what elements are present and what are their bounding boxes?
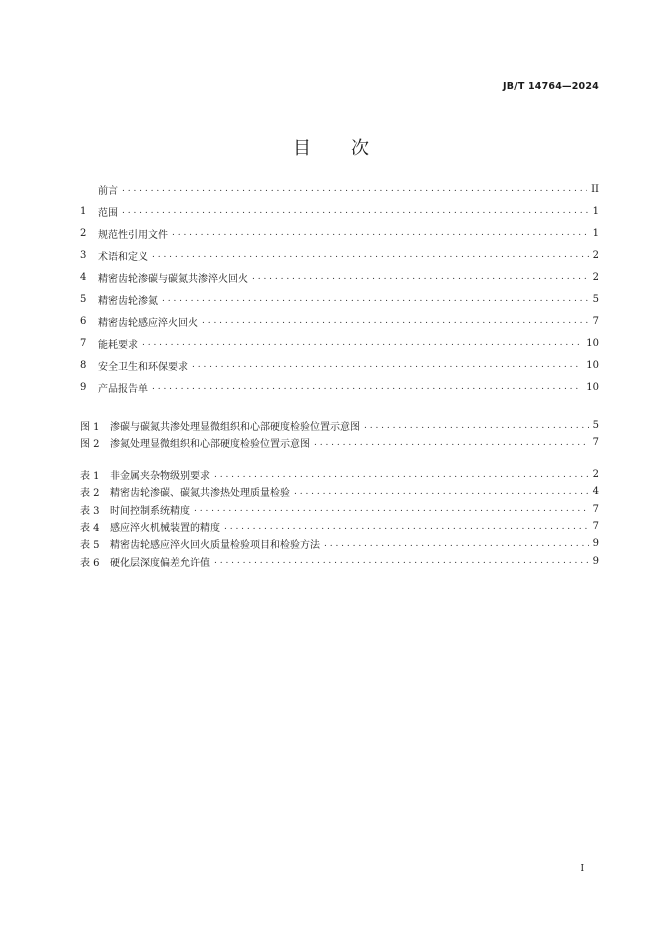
toc-entry-label: 安全卫生和环保要求 <box>98 361 188 373</box>
toc-entry-label: 硬化层深度偏差允许值 <box>110 557 210 569</box>
toc-entry-page: 9 <box>592 538 599 550</box>
toc-leader-dots <box>314 438 589 448</box>
toc-entry-number: 表 2 <box>80 488 100 500</box>
toc-entry[interactable] <box>80 483 599 500</box>
toc-entry-number: 图 1 <box>80 422 100 434</box>
toc-entry-page: 10 <box>586 359 599 371</box>
toc-entry-number: 4 <box>80 271 87 283</box>
toc-entry-number: 3 <box>80 249 87 261</box>
toc-entry-number: 7 <box>80 337 87 349</box>
toc-leader-dots <box>324 539 589 549</box>
toc-leader-dots <box>202 316 589 326</box>
toc-entry-page: 9 <box>592 555 599 567</box>
toc-entry-label: 规范性引用文件 <box>98 229 168 241</box>
toc-leader-dots <box>364 421 589 431</box>
toc-entry-page: 7 <box>592 315 599 327</box>
toc-leader-dots <box>152 382 582 392</box>
toc-entry-label: 渗碳与碳氮共渗处理显微组织和心部硬度检验位置示意图 <box>110 422 360 434</box>
toc-entry-page: II <box>591 183 599 195</box>
toc-entry-page: 2 <box>592 271 599 283</box>
toc-entry-label: 渗氮处理显微组织和心部硬度检验位置示意图 <box>110 439 310 451</box>
toc-entry[interactable] <box>80 222 599 244</box>
toc-entry-page: 5 <box>592 293 599 305</box>
toc-entry[interactable] <box>80 434 599 451</box>
toc-entry-page: 1 <box>592 227 599 239</box>
toc-entry[interactable] <box>80 501 599 518</box>
toc-entry-page: 7 <box>592 437 599 449</box>
toc-entry[interactable] <box>80 310 599 332</box>
toc-entry[interactable] <box>80 266 599 288</box>
toc-entry-page: 2 <box>592 249 599 261</box>
toc-entry-label: 感应淬火机械装置的精度 <box>110 523 220 535</box>
toc-entry-label: 范围 <box>98 207 118 219</box>
toc-entry-number: 表 1 <box>80 471 100 483</box>
toc-entry[interactable] <box>80 518 599 535</box>
toc-entry-label: 精密齿轮感应淬火回火质量检验项目和检验方法 <box>110 540 320 552</box>
toc-entry-label: 术语和定义 <box>98 251 148 263</box>
toc-entry-label: 精密齿轮渗碳、碳氮共渗热处理质量检验 <box>110 488 290 500</box>
toc-leader-dots <box>122 184 587 194</box>
toc-leader-dots <box>142 338 582 348</box>
toc-entry-number: 图 2 <box>80 439 100 451</box>
toc-entry[interactable] <box>80 354 599 376</box>
page-number: I <box>580 864 584 874</box>
toc-leader-dots <box>214 556 589 566</box>
toc-leader-dots <box>252 272 589 282</box>
toc-entry-page: 5 <box>592 420 599 432</box>
toc-entry-page: 10 <box>586 381 599 393</box>
toc-entry-page: 7 <box>592 521 599 533</box>
toc-leader-dots <box>194 504 589 514</box>
toc-entry[interactable] <box>80 200 599 222</box>
toc-leader-dots <box>192 360 582 370</box>
toc-sections <box>80 178 599 398</box>
toc-entry-number: 表 3 <box>80 505 100 517</box>
toc-entry[interactable] <box>80 466 599 483</box>
toc-entry[interactable] <box>80 178 599 200</box>
toc-leader-dots <box>152 250 589 260</box>
toc-entry[interactable] <box>80 535 599 552</box>
toc-entry-number: 表 6 <box>80 557 100 569</box>
toc-entry[interactable] <box>80 417 599 434</box>
toc-figures <box>80 417 599 452</box>
toc-tables <box>80 466 599 570</box>
toc-entry-label: 非金属夹杂物级别要求 <box>110 471 210 483</box>
toc-leader-dots <box>294 487 589 497</box>
toc-leader-dots <box>172 228 589 238</box>
toc-entry-page: 7 <box>592 503 599 515</box>
toc-entry[interactable] <box>80 288 599 310</box>
toc-leader-dots <box>162 294 589 304</box>
toc-entry-number: 1 <box>80 205 87 217</box>
toc-entry-page: 1 <box>592 205 599 217</box>
title-char-1: 目 <box>293 138 311 159</box>
toc-entry-number: 2 <box>80 227 87 239</box>
toc-entry-label: 精密齿轮渗氮 <box>98 295 158 307</box>
toc-entry-label: 时间控制系统精度 <box>110 505 190 517</box>
toc-entry-number: 9 <box>80 381 87 393</box>
toc-entry-number: 8 <box>80 359 87 371</box>
toc-entry[interactable] <box>80 244 599 266</box>
toc-leader-dots <box>224 522 589 532</box>
toc-entry[interactable] <box>80 552 599 569</box>
page-title <box>0 134 662 160</box>
toc-entry[interactable] <box>80 376 599 398</box>
toc-entry-number: 表 4 <box>80 523 100 535</box>
toc-entry-page: 4 <box>592 486 599 498</box>
toc-entry-label: 能耗要求 <box>98 339 138 351</box>
toc-entry-label: 前言 <box>98 185 118 197</box>
toc-entry-number: 6 <box>80 315 87 327</box>
standard-code: JB/T 14764—2024 <box>502 81 599 92</box>
toc-entry-page: 2 <box>592 469 599 481</box>
toc-entry-label: 精密齿轮渗碳与碳氮共渗淬火回火 <box>98 273 248 285</box>
title-char-2: 次 <box>351 138 369 159</box>
toc-entry-label: 产品报告单 <box>98 383 148 395</box>
toc-entry[interactable] <box>80 332 599 354</box>
toc-entry-number: 表 5 <box>80 540 100 552</box>
toc-leader-dots <box>122 206 589 216</box>
toc-entry-page: 10 <box>586 337 599 349</box>
toc-entry-number: 5 <box>80 293 87 305</box>
toc-entry-label: 精密齿轮感应淬火回火 <box>98 317 198 329</box>
toc-leader-dots <box>214 470 589 480</box>
